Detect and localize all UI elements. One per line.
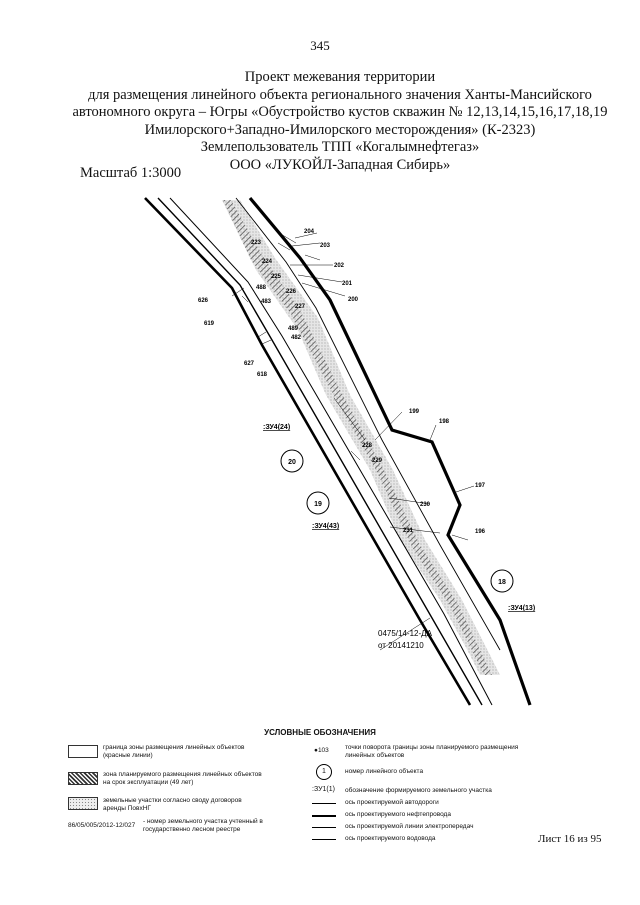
point-label: 619 <box>204 321 215 327</box>
legend-plot: обозначение формируемого земельного участка <box>345 787 492 794</box>
object-number: 19 <box>314 501 322 508</box>
point-label: 231 <box>403 528 414 534</box>
point-label: 228 <box>362 443 373 449</box>
point-label: 626 <box>198 298 209 304</box>
turn-point-symbol <box>314 747 329 755</box>
object-number: 18 <box>498 579 506 586</box>
object-symbol-circle <box>316 764 332 780</box>
point-label: 203 <box>320 243 331 249</box>
legend-object: номер линейного объекта <box>345 768 424 775</box>
point-label: 198 <box>439 419 450 425</box>
point-label: 200 <box>348 297 359 303</box>
point-label: 197 <box>475 483 486 489</box>
title-line: автономного округа – Югры «Обустройство кустов скважин № 12,13,14,15,16,17,18,19 <box>72 104 608 120</box>
legend-registry: - номер земельного участка учтенный в государственно лесном реестре <box>143 818 263 833</box>
point-label: 618 <box>257 372 268 378</box>
planned-zone-swatch <box>68 772 98 785</box>
legend-turn-point: точки поворота границы зоны планируемого размещения линейных объектов <box>345 744 519 759</box>
map-scale: Масштаб 1:3000 <box>80 165 182 181</box>
point-label: 196 <box>475 529 486 535</box>
zone-label: :ЗУ4(43) <box>312 523 340 530</box>
point-label: 488 <box>256 285 267 291</box>
point-label: 201 <box>342 281 353 287</box>
point-label: 199 <box>409 409 420 415</box>
legend-axis-power: ось проектируемой линии электропередач <box>345 823 474 830</box>
legend-axis-water: ось проектируемого водовода <box>345 835 436 842</box>
point-label: 223 <box>251 240 262 246</box>
oil-axis-symbol <box>312 815 336 817</box>
title-line: Проект межевания территории <box>244 69 436 85</box>
point-label: 489 <box>288 326 299 332</box>
point-label: 225 <box>271 274 282 280</box>
legend-planned-zone: зона планируемого размещения линейных объектов на срок эксплуатации (49 лет) <box>103 771 262 786</box>
survey-map <box>140 190 560 710</box>
road-axis-symbol <box>312 803 336 804</box>
lease-date: от 20141210 <box>378 641 424 650</box>
sheet-number: Лист 16 из 95 <box>538 833 602 845</box>
plot-symbol: :ЗУ1(1) <box>312 786 335 793</box>
point-label: 483 <box>261 299 272 305</box>
title-line: Имилорского+Западно-Имилорского месторождения» (К-2323) <box>144 121 536 138</box>
water-axis-symbol <box>312 839 336 840</box>
legend-axis-road: ось проектируемой автодороги <box>345 799 439 806</box>
legend-title: УСЛОВНЫЕ ОБОЗНАЧЕНИЯ <box>264 728 376 737</box>
point-label: 204 <box>304 229 315 235</box>
legend-red-lines: граница зоны размещения линейных объектов (красные линии) <box>103 744 245 759</box>
title-line: ООО «ЛУКОЙЛ-Западная Сибирь» <box>229 156 451 173</box>
legend-axis-oil: ось проектируемого нефтепровода <box>345 811 451 818</box>
point-label: 230 <box>420 502 431 508</box>
page-number: 345 <box>310 38 330 53</box>
red-lines-swatch <box>68 745 98 758</box>
point-label: 627 <box>244 361 255 367</box>
title-line: для размещения линейного объекта регионального значения Ханты-Мансийского <box>88 86 592 103</box>
zone-label: :ЗУ4(13) <box>508 605 536 612</box>
point-label: 224 <box>262 259 273 265</box>
lease-number: 0475/14-12-ДА <box>378 629 432 638</box>
point-label: 202 <box>334 263 345 269</box>
object-number: 20 <box>288 459 296 466</box>
document-title <box>60 69 620 174</box>
red-line-left-inner <box>158 198 482 705</box>
zone-label: :ЗУ4(24) <box>263 424 291 431</box>
power-axis-symbol <box>312 827 336 828</box>
point-label: 226 <box>286 289 297 295</box>
title-line: Землепользователь ТПП «Когалымнефтегаз» <box>200 139 480 155</box>
registry-code: 86/05/005/2012-12/027 <box>68 822 136 829</box>
lease-plots-swatch <box>68 797 98 810</box>
legend-lease-plots: земельные участки согласно своду договоров аренды ПовхНГ <box>103 797 242 812</box>
object-symbol: 1 <box>322 768 326 775</box>
turn-point-dot: ● <box>314 747 318 754</box>
turn-point-number: 103 <box>317 747 329 754</box>
point-label: 482 <box>291 335 302 341</box>
point-label: 229 <box>372 458 383 464</box>
point-label: 227 <box>295 304 306 310</box>
